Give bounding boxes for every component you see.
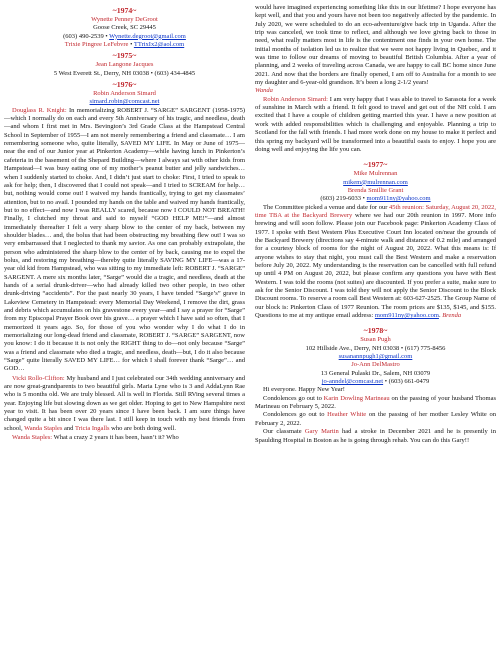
email-link[interactable]: Wynette.degroot@gmail.com — [109, 32, 186, 40]
year-heading-1975: ~1975~ — [112, 51, 137, 61]
classmate-note — [255, 96, 496, 154]
email-link[interactable]: mom911ny@yahoo.com — [374, 312, 439, 320]
email-link[interactable]: susanannpugh1@gmail.com — [338, 353, 413, 361]
note-text: Our classmate — [263, 428, 305, 436]
note-signature: Wanda — [255, 87, 273, 95]
class-rep-name: Jean Langone Jacques — [95, 61, 154, 69]
class-rep-address: 5 West Everett St., Derry, NH 03038 • (603) 434-4845 — [53, 69, 196, 77]
class-rep-name: Trixie Pingree LeFebvre — [64, 41, 129, 49]
classmate-name: Karin Dowling Marineau — [323, 394, 390, 402]
class-rep-phone: (603) 490-2539 • — [63, 32, 110, 40]
classmate-note — [4, 434, 245, 442]
classmate-name: Wanda Staples — [24, 424, 63, 432]
classmate-note-continued: would have imagined experiencing something like this in our lifetime? I hope everyone has kept well, and that you and yours have not been too negatively affected by the pandemic. In July 2020, we were scheduled to do an eco-adventure/give back trip in Uganda. After the trip was canceled, we took time to reflect, and although we love giving back to those in need, what really matters most in life is the contentment one finds in your own home. The initial months of isolation led us to realize that we were not happy living in Quebec, and it was time to follow our dreams of moving to beautiful British Columbia. After a year of planning, and 2 weeks of traveling across Canada, we are happy to call BC home since June 2021. And now that the borders are finally opened, I am off to Australia for a month to see my daughter and 6-year-old grandson. It’s been a long 2-1/2 years! — [255, 4, 496, 87]
class-rep-contact — [255, 378, 496, 386]
note-text: and — [62, 424, 75, 432]
year-heading-1978: ~1978~ — [363, 326, 388, 336]
year-heading-1977: ~1977~ — [363, 160, 388, 170]
greeting: Hi everyone. Happy New Year! — [263, 386, 345, 394]
class-rep-name: Mike Mulrennan — [353, 170, 398, 178]
class-rep-address: 13 General Pulaski Dr., Salem, NH 03079 — [320, 369, 431, 377]
class-rep-contact — [255, 195, 496, 203]
classmate-news — [255, 428, 496, 445]
class-rep-address: Goose Creek, SC 29445 — [93, 24, 156, 32]
class-rep-contact — [4, 33, 245, 41]
classmate-name: Robin Anderson Simard: — [263, 95, 328, 103]
right-column — [255, 4, 496, 649]
left-column — [4, 4, 245, 649]
email-link[interactable]: TTrixIx2@aol.com — [133, 41, 185, 49]
class-rep-name: Brenda Smillie Grant — [347, 186, 404, 194]
class-rep-name: Susan Pugh — [360, 336, 391, 344]
note-text: In memorializing ROBERT J. “SARGE” SARGENT (1958-1975)—which I normally do on each and every 5th Anniversary of his tragic, and needless, death—and whom I first met in Mrs. Bevington’s 3rd Grade Class at the Hampstead Central School in September of 1955—I am not merely remembering a friend and classmate… I am remembering someone who, quite literally, SAVED MY LIFE. In May or June of 1975—near the end of our Junior year at Pinkerton Academy—while having lunch in Pinkerton’s cafeteria in the basement of the Shepard Building—where I always sat with other kids from Hampstead—I was busy eating one of my mother’s peanut butter and jelly sandwiches… when I suddenly started to choke. And, I didn’t just start to choke: First, I tried to speak to ask for help; then, I discovered that I could not speak—and I tried to SCREAM for help… but, nothing would come out! I waived my hands frantically, trying to get my classmates’ attention, but to no avail. I pounded my hands on the table and waived my hands frantically, but to no effect—and now I was REALLY scared, because now I COULD NOT BREATH! Finally, I clutched my throat and said to myself “GOD HELP ME!”—and almost immediately thereafter I felt a very sharp blow to the center of my back, between my shoulder blades… and, the bolus that had been obstructing my breathing flew out! I was so very embarrassed that I neglected to thank my savior. As one can probably extrapolate, the person who administered the sharp blow to the center of by back, causing me to expel the bolus, and restoring my breathing—thereby quite literally SAVING MY LIFE—was a 17-year old kid from Hampstead, who was sitting to my immediate left: ROBERT J. “SARGE” SARGENT. A mere six months later, “Sarge” would die a tragic, and needless, death at the hands of a serial drunk-driver—who had already killed two other people, in two other drunk-driving “accidents”. For the past nearly 30 years, I have tended “Sarge’s” grave in Lakeview Cemetery in Hampstead: every Memorial Day Weekend, I remove the dirt, grass and debris which accumulates on his gravestone every year—and I say a prayer for “Sarge” from my Episcopal Prayer Book over his grave… a prayer which I have said so often, that I memorized it years ago. So, for those of you who wonder why I do what I do in memorializing our long-dead friend and classmate, ROBERT J. “SARGE” SARGENT, now you know: I do it because it is not only the RIGHT thing to do—not only because “Sarge” was a friend and classmate who died a tragic, and needless, death—but, I do it also because “Sarge” quite literally SAVED MY LIFE… for which I shall forever thank “Sarge”… and GOD… — [4, 106, 245, 373]
note-text: What a crazy 2 years it has been, hasn’t it? Who — [52, 434, 179, 442]
class-rep-name: Wynette Penney DeGroot — [91, 16, 158, 23]
email-link[interactable]: mikem@mulrennan.com — [343, 178, 408, 186]
note-text: I am very happy that I was able to travel to Sarasota for a week of sunshine in March with a friend. It felt good to travel and get out of the NH cold. I am excited that I have a couple of children getting married this year. I have a new position at work with added responsibilities which is challenging and enjoyable. Planning a trip to Scotland for the fall with friends. I had more work done on my house to make it perfect and this spring my backyard will be transformed into a beautiful oasis to enjoy. I hope you are doing well and enjoying the life you can. — [255, 95, 496, 153]
note-text: . — [438, 312, 443, 320]
note-text: on the passing of your husband Thomas Marineau on February 5, 2022. — [255, 394, 496, 411]
classmate-name: Douglass R. Knight: — [12, 106, 67, 114]
email-link[interactable]: simard.robin@comcast.net — [89, 98, 160, 106]
email-link[interactable]: jo-anndel@comcast.net — [321, 378, 384, 386]
classmate-note — [4, 375, 245, 433]
note-text: My husband and I just celebrated our 34th wedding anniversary and are now great-grandparents to two beautiful girls. Maria Lyne who is 3 and AddaLynn Rae who is 5 months old. We are truly blessed. All is well in Florida. Still RVing several times a year. Enjoying life but slowing down as we get older. Hoping to get to New Hampshire next year to visit. It has been over 20 years since I have been back. I am sure things have changed quite a bit since I was there last. I still keep in touch with my best friends from school, — [4, 374, 245, 432]
class-rep-2 — [4, 41, 245, 49]
separator: • — [128, 41, 134, 49]
reunion-date-highlight: 45th reunion: Saturday, August 20, 2022, time TBA at the Backyard Brewery — [255, 203, 496, 219]
classmate-name: Vicki Rollo-Clifton: — [12, 374, 65, 382]
note-text: Condolences go out to — [263, 394, 324, 402]
class-rep-name: Robin Anderson Simard — [93, 90, 156, 98]
reunion-announcement — [255, 204, 496, 321]
classmate-name: Tricia Ingalls — [74, 424, 110, 432]
email-link[interactable]: mom911ny@yahoo.com — [366, 195, 431, 203]
year-heading-1974: ~1974~ — [112, 6, 137, 15]
class-rep-name: Jo-Ann DelMastro — [351, 361, 400, 369]
classmate-name: Heather White — [327, 411, 367, 419]
year-heading-1976: ~1976~ — [112, 80, 137, 90]
note-signature: Brenda — [442, 312, 462, 320]
note-text: who are both doing well. — [109, 424, 176, 432]
classmate-name: Gary Martin — [304, 428, 339, 436]
note-text: had a stroke in December 2021 and he is presently in Spaulding Hospital in Boston as he is going through rehab. You can do this Gary!! — [255, 428, 496, 444]
classmate-name: Wanda Staples: — [12, 434, 53, 442]
class-rep-address: 102 Hillside Ave., Derry, NH 03038 • (617) 775-8456 — [305, 344, 446, 352]
classmate-note — [4, 107, 245, 374]
condolence-note — [255, 411, 496, 428]
note-text: The Committee picked a venue and date for our — [263, 203, 390, 211]
class-rep-phone: (603) 219-6033 • — [320, 195, 367, 203]
condolence-note — [255, 395, 496, 412]
note-text: on the passing of her mother Lesley White on February 2, 2022. — [255, 411, 496, 427]
note-text: Condolences go out to — [263, 411, 328, 419]
class-rep-phone: • (603) 661-0479 — [383, 378, 430, 386]
note-text: where we had our 20th reunion in 1997. More info brewing and will soon follow. Please join our Facebook page: Pinkerton Academy Class of 1977. I spoke with Best Western Plus Executive Court Inn located on/near the grounds of the Backyard Brewery (directions say 4-minute walk and distance of 0.2 mile) and arranged for a courtesy block of rooms for the night of August 20, 2022. What this means is: If anyone wishes to stay that night, you must call the Best Western and make a reservation before July 20, 2022. My understanding is the reservation can be cancelled with full refund up until 4 PM on August 20, 2022, but please confirm any questions you have with Best Western. I was told the rooms (not suites) are discounted. If you prefer a suite, make sure to ask for the Senior Discount. I was told they will not apply the Senior Discount to the Block Discount rooms. To reserve a room call Best Western at: 603-627-2525. The Group Name of our block is: Pinkerton Class of 1977 Reunion. The room prices are $135, $145, and $155. Questions to me at my antique email address: — [255, 211, 496, 320]
